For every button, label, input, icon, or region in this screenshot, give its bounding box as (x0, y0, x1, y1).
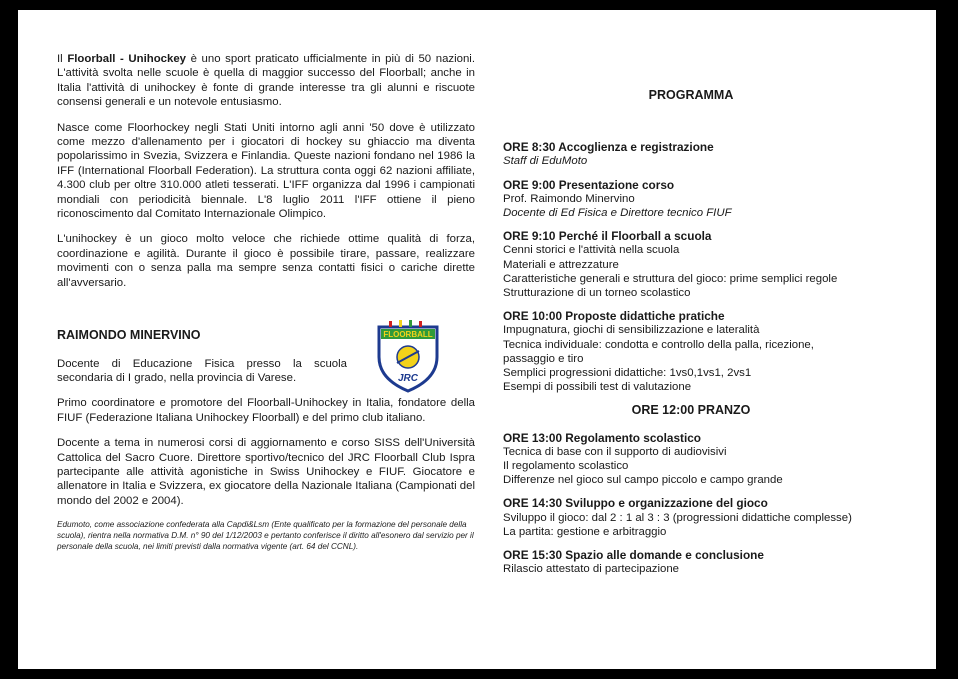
schedule-line: Strutturazione di un torneo scolastico (503, 287, 691, 300)
schedule-block-0910 (503, 229, 923, 300)
lunch-break: ORE 12:00 PRANZO (631, 403, 751, 418)
schedule-line: La partita: gestione e arbitraggio (503, 525, 667, 538)
schedule-line: Il regolamento scolastico (503, 460, 629, 473)
schedule-line: Materiali e attrezzature (503, 258, 619, 271)
schedule-line: Tecnica di base con il supporto di audiovisivi (503, 445, 727, 458)
logo-bottom-text: JRC (397, 373, 419, 384)
bio-paragraph-1: Docente di Educazione Fisica presso la scuola secondaria di I grado, nella provincia di Varese. (57, 357, 347, 384)
schedule-line: Staff di EduMoto (503, 155, 588, 168)
history-paragraph: Nasce come Floorhockey negli Stati Uniti intorno agli anni '50 dove è utilizzato come mezzo d'allenamento per i giocatori di hockey su ghiaccio ma diventa popolarissimo in Svezia, Svizzera e Finlandia. Queste nazioni fondano nel 1986 la IFF (International Floorball Federation). La struttura conta oggi 62 nazioni affiliate, 4.300 club per oltre 310.000 atleti tesserati. L'IFF organizza dal 1996 i campionati mondiali con periodicità biennale. L'8 luglio 2011 l'IFF ottiene il pieno riconoscimento dal Comitato Internazionale Olimpico. (57, 121, 475, 221)
logo-top-text: FLOORBALL (383, 330, 433, 339)
intro-paragraph: Il Floorball - Unihockey è uno sport praticato ufficialmente in più di 50 nazioni. L'attività svolta nelle scuole è quella di maggior successo del Floorball; anche in Italia l'attività di unihockey è fonte di grande interesse tra gli alunni e riscuote consensi generali e un notevole entusiasmo. (57, 53, 475, 109)
schedule-block-0900 (503, 178, 923, 221)
schedule-block-1530 (503, 548, 923, 576)
schedule-line: Semplici progressioni didattiche: 1vs0,1vs1, 2vs1 (503, 367, 752, 380)
schedule-heading: ORE 9:10 Perché il Floorball a scuola (503, 229, 712, 244)
schedule-line: Docente di Ed Fisica e Direttore tecnico FIUF (503, 207, 732, 220)
bio-paragraph-2: Primo coordinatore e promotore del Floorball-Unihockey in Italia, fondatore della FIUF (Federazione Italiana Unihockey Floorball) e del primo club italiano. (57, 397, 475, 424)
schedule-block-1430 (503, 496, 923, 539)
schedule-line: Sviluppo il gioco: dal 2 : 1 al 3 : 3 (progressioni didattiche complesse) (503, 511, 852, 524)
schedule-line: Impugnatura, giochi di sensibilizzazione e lateralità (503, 324, 760, 337)
schedule-line: Differenze nel gioco sul campo piccolo e campo grande (503, 474, 783, 487)
schedule-heading: ORE 13:00 Regolamento scolastico (503, 430, 701, 445)
program-column (503, 88, 923, 585)
schedule-line: Cenni storici e l'attività nella scuola (503, 244, 680, 257)
schedule-line: Esempi di possibili test di valutazione (503, 381, 692, 394)
floorball-club-logo (375, 317, 441, 393)
game-paragraph: L'unihockey è un gioco molto veloce che richiede ottime qualità di forza, coordinazione e agilità. Durante il gioco è possibile tirare, passare, realizzare movimenti con o senza palla ma sempre senza contatti fisici o cariche dirette all'avversario. (57, 233, 475, 289)
author-name: RAIMONDO MINERVINO (57, 328, 201, 343)
schedule-line: Caratteristiche generali e struttura del gioco: prime semplici regole (503, 272, 838, 285)
schedule-heading: ORE 9:00 Presentazione corso (503, 177, 675, 192)
schedule-heading: ORE 14:30 Sviluppo e organizzazione del gioco (503, 496, 768, 511)
program-title: PROGRAMMA (648, 88, 734, 102)
accreditation-note: Edumoto, come associazione confederata alla Capdi&Lsm (Ente qualificato per la formazione del personale della scuola), rientra nella normativa D.M. n° 90 del 1/12/2003 e pertanto conferisce il diritto all'esonero dal servizio per il personale della scuola, nei limiti previsti dalla normativa vigente (art. 64 del CCNL). (57, 520, 474, 552)
document-page (18, 10, 936, 669)
schedule-heading: ORE 8:30 Accoglienza e registrazione (503, 140, 714, 155)
schedule-line: Tecnica individuale: condotta e controllo della palla, ricezione, passaggio e tiro (503, 338, 814, 365)
bio-paragraph-3: Docente a tema in numerosi corsi di aggiornamento e corso SISS dell'Università Cattolica del Sacro Cuore. Direttore sportivo/tecnico del JRC Floorball Club Ispra partecipante alle attività agonistiche in Swiss Unihockey e FIUF. Giocatore e allenatore in Italia e Svizzera, ex giocatore della Nazionale Italiana (Campionati del mondo del 2002 e 2004). (57, 437, 475, 507)
sport-name: Floorball - Unihockey (67, 53, 187, 65)
schedule-block-0830 (503, 140, 923, 168)
schedule-block-1300 (503, 431, 923, 488)
schedule-line: Rilascio attestato di partecipazione (503, 563, 680, 576)
schedule-heading: ORE 10:00 Proposte didattiche pratiche (503, 309, 725, 324)
left-column (57, 52, 475, 552)
schedule-line: Prof. Raimondo Minervino (503, 192, 635, 205)
schedule-heading: ORE 15:30 Spazio alle domande e conclusione (503, 548, 764, 563)
schedule-block-1000 (503, 309, 923, 394)
